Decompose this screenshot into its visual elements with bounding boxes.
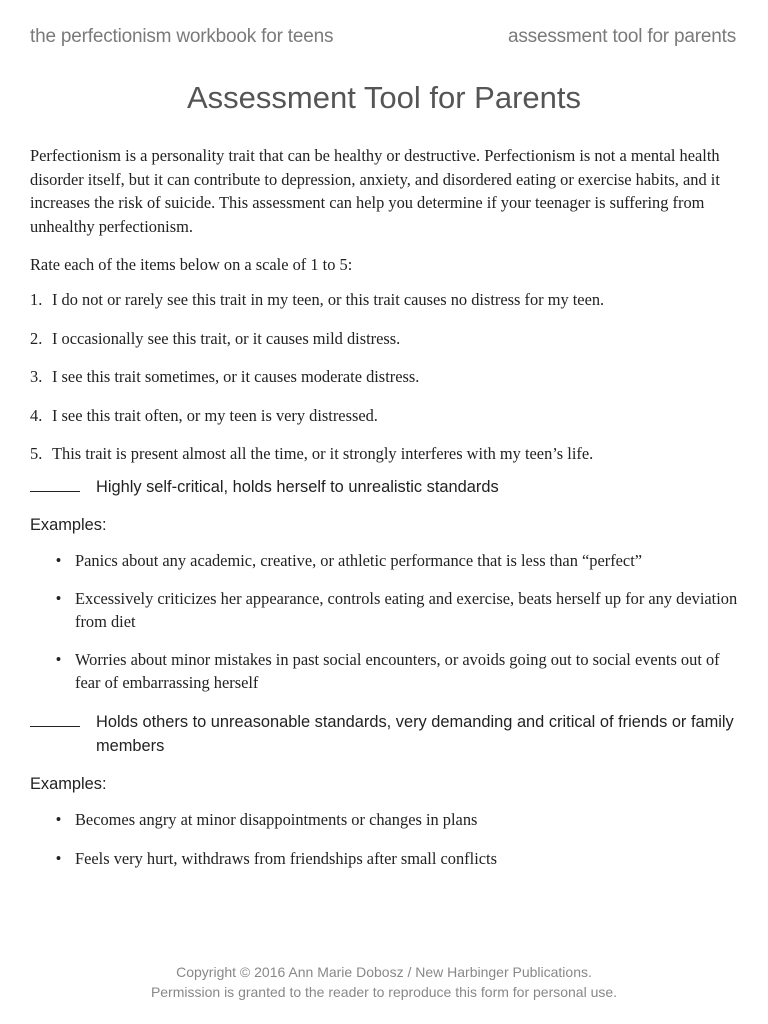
bullet-icon	[30, 848, 75, 871]
header-book-title: the perfectionism workbook for teens	[30, 26, 334, 47]
scale-text: I do not or rarely see this trait in my teen, or this trait causes no distress for my teen.	[52, 290, 605, 309]
examples-label: Examples:	[30, 515, 107, 534]
trait-text: Highly self-critical, holds herself to unrealistic standards	[96, 477, 499, 496]
header-section-title: assessment tool for parents	[508, 26, 736, 47]
bullet-icon	[30, 649, 75, 694]
bullet-icon	[30, 588, 75, 633]
example-text: Becomes angry at minor disappointments or changes in plans	[75, 810, 478, 830]
example-text: Feels very hurt, withdraws from friendships after small conflicts	[75, 848, 497, 868]
scale-number: 1.	[30, 290, 43, 309]
scale-text: I see this trait often, or my teen is very distressed.	[52, 405, 378, 425]
scale-item	[30, 288, 740, 311]
document-body	[30, 144, 740, 886]
scale-number: 5.	[30, 444, 43, 464]
examples-list	[30, 550, 740, 695]
page-title: Assessment Tool for Parents	[187, 80, 581, 115]
rating-instruction: Rate each of the items below on a scale of 1 to 5:	[30, 255, 353, 274]
bullet-icon	[30, 809, 75, 832]
scale-number: 3.	[30, 367, 43, 387]
scale-item	[30, 442, 740, 465]
examples-list	[30, 809, 740, 870]
intro-paragraph: Perfectionism is a personality trait that can be healthy or destructive. Perfectionism is not a mental health disorder itself, but it can contribute to depression, anxiety, and disordered eating or exercise habits, and it increases the risk of suicide. This assessment can help you determine if your teenager is suffering from unhealthy perfectionism.	[30, 146, 720, 236]
running-header	[30, 26, 736, 48]
examples-label: Examples:	[30, 775, 107, 794]
example-text: Excessively criticizes her appearance, controls eating and exercise, beats herself up for any deviation from diet	[75, 589, 738, 631]
example-text: Worries about minor mistakes in past social encounters, or avoids going out to social events out of fear of embarrassing herself	[75, 650, 720, 692]
example-item	[30, 550, 740, 573]
scale-item	[30, 404, 740, 427]
scale-item	[30, 365, 740, 388]
example-item	[30, 649, 740, 694]
rating-scale	[30, 288, 740, 465]
trait-text: Holds others to unreasonable standards, very demanding and critical of friends or family members	[96, 713, 734, 756]
scale-text: I see this trait sometimes, or it causes moderate distress.	[52, 367, 420, 387]
footer-copyright: Copyright © 2016 Ann Marie Dobosz / New Harbinger Publications.	[176, 964, 592, 980]
footer-permission: Permission is granted to the reader to reproduce this form for personal use.	[150, 984, 618, 1000]
example-item	[30, 848, 740, 871]
scale-text: I occasionally see this trait, or it causes mild distress.	[52, 328, 401, 348]
trait-item	[30, 710, 740, 758]
scale-item	[30, 327, 740, 350]
scale-number: 2.	[30, 328, 43, 348]
scale-text: This trait is present almost all the time, or it strongly interferes with my teen’s life.	[52, 444, 594, 464]
rating-blank[interactable]	[30, 475, 80, 492]
example-text: Panics about any academic, creative, or athletic performance that is less than “perfect”	[75, 550, 643, 570]
scale-number: 4.	[30, 405, 43, 425]
rating-blank[interactable]	[30, 710, 80, 727]
example-item	[30, 588, 740, 633]
bullet-icon	[30, 550, 75, 573]
example-item	[30, 809, 740, 832]
copyright-footer	[0, 962, 768, 1002]
trait-item	[30, 475, 740, 499]
